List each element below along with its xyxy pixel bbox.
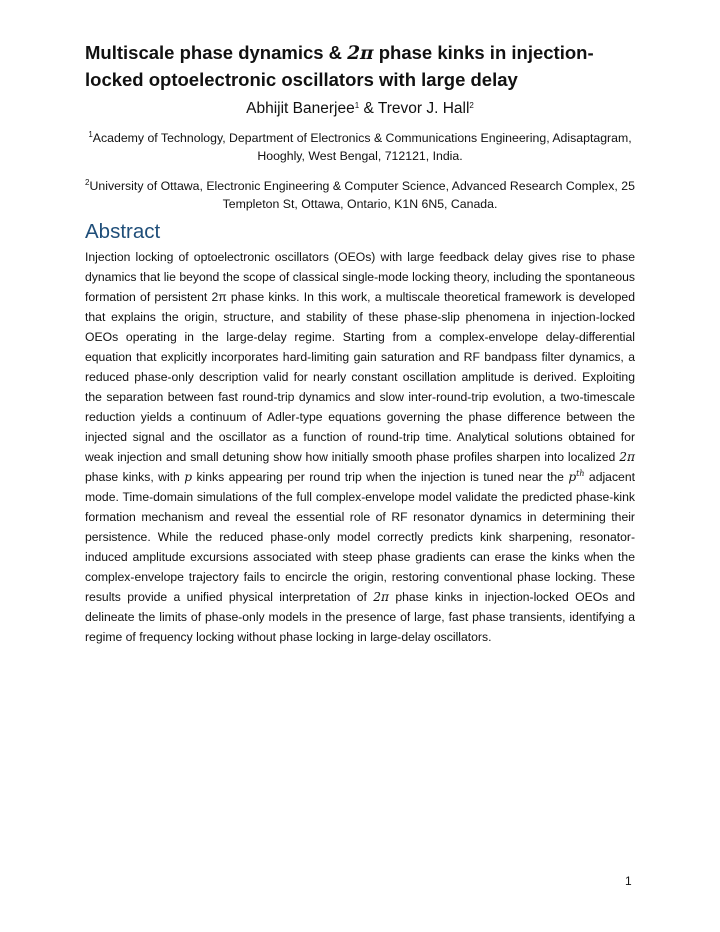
author-2-affil-mark: 2 bbox=[469, 101, 474, 110]
title-part-2: phase kinks in injection-locked optoelectronic oscillators with large delay bbox=[85, 42, 594, 90]
abstract-math-p: p bbox=[184, 470, 193, 484]
author-1: Abhijit Banerjee bbox=[246, 100, 355, 117]
affiliation-1-text: Academy of Technology, Department of Electronics & Communications Engineering, Adisaptagram, Hooghly, West Bengal, 712121, India. bbox=[92, 131, 632, 163]
affiliation-2-text: University of Ottawa, Electronic Engineering & Computer Science, Advanced Research Complex, 25 Templeton St, Ottawa, Ontario, K1N 6N5, Canada. bbox=[89, 179, 635, 211]
abstract-math-2pi-1: 2π bbox=[619, 450, 635, 464]
abstract-segment-1: Injection locking of optoelectronic oscillators (OEOs) with large feedback delay gives rise to phase dynamics that lie beyond the scope of classical single-mode locking theory, including the spontaneous formation of persistent 2π phase kinks. In this work, a multiscale theoretical framework is developed that explains the origin, structure, and stability of these phase-slip phenomena in injection-locked OEOs operating in the large-delay regime. Starting from a complex-envelope delay-differential equation that explicitly incorporates hard-limiting gain saturation and RF bandpass filter dynamics, a reduced phase-only description valid for nearly constant oscillation amplitude is derived. Exploiting the separation between fast round-trip dynamics and slow inter-round-trip evolution, a two-timescale reduction yields a continuum of Adler-type equations governing the phase difference between the injected signal and the oscillator as a function of round-trip time. Analytical solutions obtained for weak injection and small detuning show how initially smooth phase profiles sharpen into localized bbox=[85, 250, 635, 464]
affiliation-2-mark: 2 bbox=[85, 178, 90, 187]
page-number: 1 bbox=[625, 874, 632, 888]
abstract-body bbox=[85, 247, 635, 647]
abstract-segment-2: phase kinks, with bbox=[85, 470, 185, 484]
author-line bbox=[85, 99, 635, 119]
abstract-segment-5: phase kinks in injection-locked OEOs and delineate the limits of phase-only models in the presence of large, fast phase transients, identifying a regime of frequency locking without phase locking in large-delay oscillators. bbox=[85, 590, 635, 644]
abstract-math-2pi-2: 2π bbox=[373, 590, 389, 604]
affiliation-2 bbox=[85, 177, 635, 213]
title-math-2pi: 2π bbox=[347, 43, 374, 64]
affiliation-1-mark: 1 bbox=[88, 130, 93, 139]
paper-page bbox=[85, 40, 635, 647]
author-separator: & bbox=[359, 100, 378, 117]
abstract-segment-4: adjacent mode. Time-domain simulations of the full complex-envelope model validate the predicted phase-kink formation mechanism and reveal the essential role of RF resonator dynamics in determining their persistence. While the reduced phase-only model correctly predicts kink sharpening, resonator-induced amplitude excursions associated with steep phase gradients can erase the kinks when the complex-envelope trajectory fails to encircle the origin, restoring conventional phase locking. These results provide a unified physical interpretation of bbox=[85, 470, 635, 604]
affiliation-1 bbox=[85, 129, 635, 165]
abstract-math-pth bbox=[568, 470, 584, 484]
abstract-segment-3: kinks appearing per round trip when the injection is tuned near the bbox=[192, 470, 569, 484]
abstract-math-pth-base: p bbox=[568, 470, 577, 484]
paper-title bbox=[85, 40, 635, 93]
author-2: Trevor J. Hall bbox=[377, 100, 470, 117]
title-part-1: Multiscale phase dynamics & bbox=[85, 42, 348, 63]
abstract-heading: Abstract bbox=[85, 220, 161, 243]
author-1-affil-mark: 1 bbox=[354, 101, 360, 110]
abstract-math-pth-sup: th bbox=[576, 469, 585, 478]
